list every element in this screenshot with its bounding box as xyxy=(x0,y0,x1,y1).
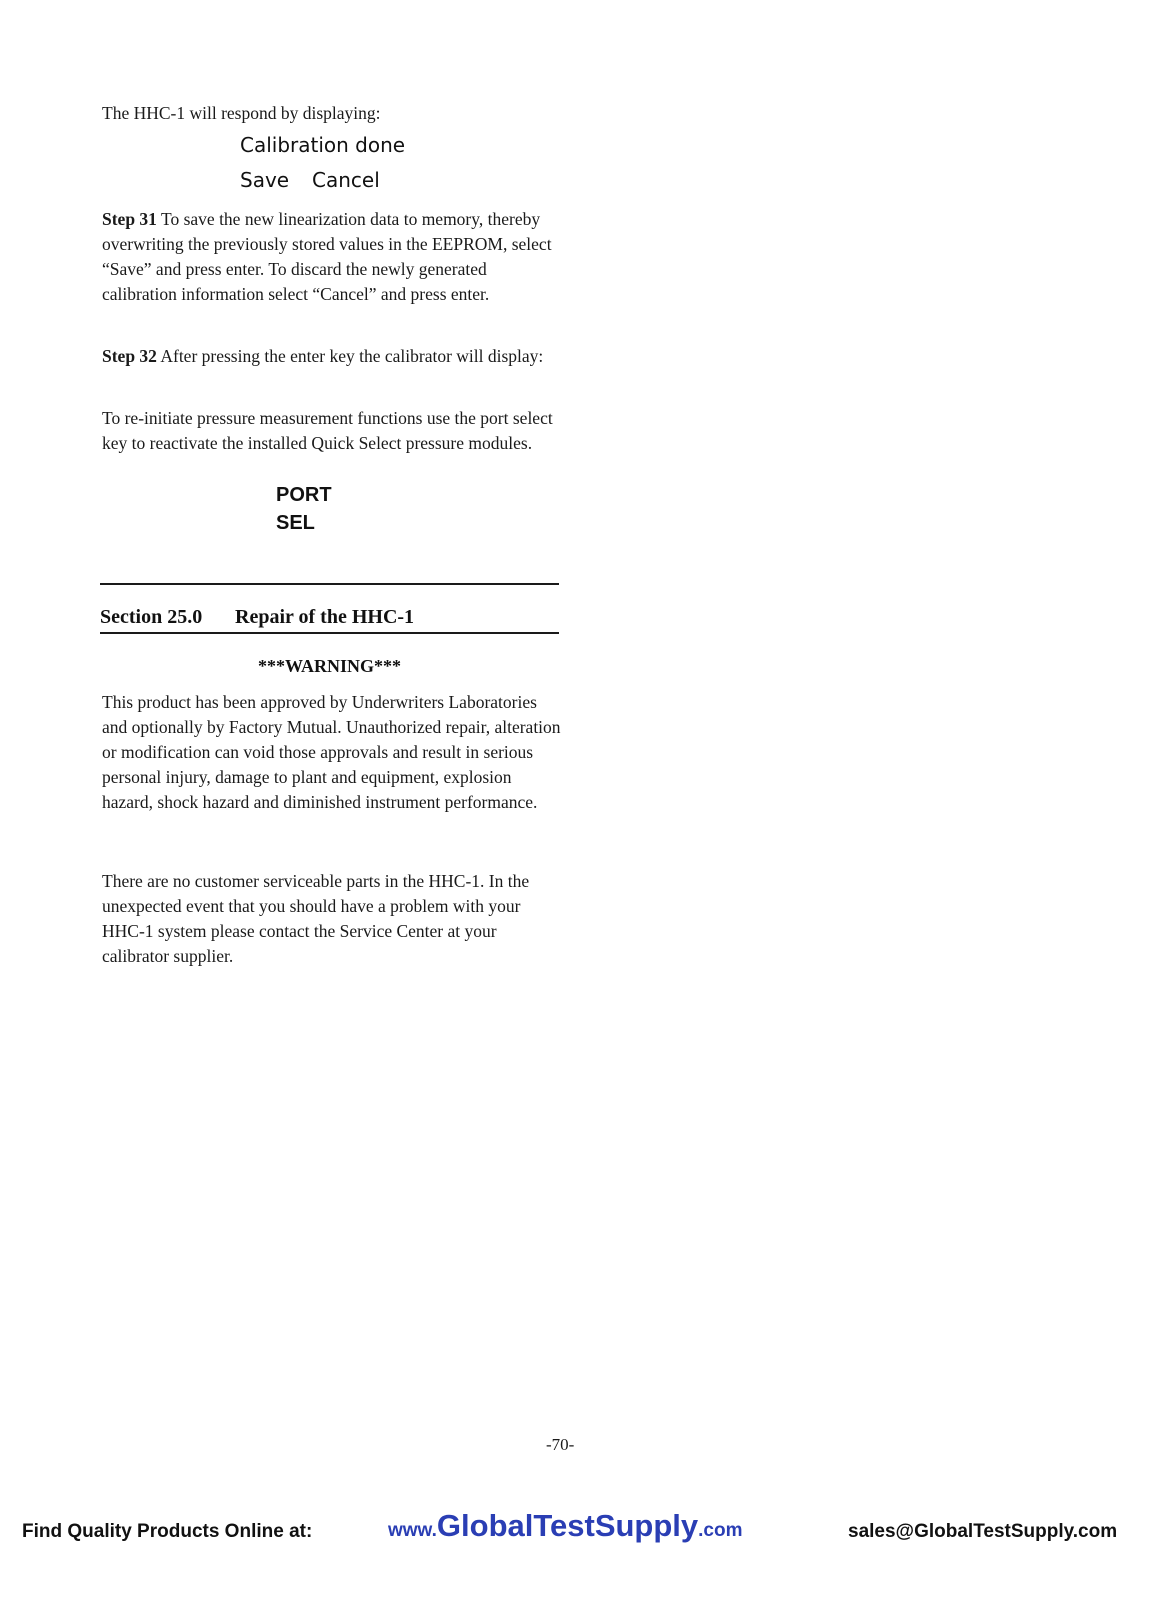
step-32-paragraph xyxy=(102,344,562,369)
warning-text: This product has been approved by Underwriters Laboratories and optionally by Factory Mutual. Unauthorized repair, alteration or modification can void those approvals and result in serious personal injury, damage to plant and equipment, explosion hazard, shock hazard and diminished instrument performance. xyxy=(102,692,561,812)
display-save-option: Save xyxy=(240,168,290,192)
footer-email-link[interactable]: sales@GlobalTestSupply.com xyxy=(848,1521,1118,1542)
page-number: -70- xyxy=(546,1435,575,1454)
section-heading xyxy=(100,606,414,629)
step-32-label: Step 32 xyxy=(102,346,157,366)
intro-text: The HHC-1 will respond by displaying: xyxy=(102,103,381,123)
section-rule-top xyxy=(100,583,559,585)
step-31-text: To save the new linearization data to memory, thereby overwriting the previously stored values in the EEPROM, select “Save” and press enter. To discard the newly generated calibration information select “Cancel” and press enter. xyxy=(102,209,552,304)
service-text: There are no customer serviceable parts in the HHC-1. In the unexpected event that you should have a problem with your HHC-1 system please contact the Service Center at your calibrator supplier. xyxy=(102,871,530,966)
display-calibration-done: Calibration done xyxy=(240,133,406,157)
warning-title: ***WARNING*** xyxy=(257,656,401,676)
footer-brand: GlobalTestSupply xyxy=(436,1508,699,1543)
section-rule-bottom xyxy=(100,632,559,634)
footer-tagline: Find Quality Products Online at: xyxy=(22,1521,313,1542)
section-title: Repair of the HHC-1 xyxy=(235,606,415,628)
step-31-label: Step 31 xyxy=(102,209,157,229)
display-port: PORT xyxy=(276,484,332,506)
footer-www: www. xyxy=(388,1520,437,1541)
display-sel: SEL xyxy=(276,512,315,534)
section-number: Section 25.0 xyxy=(100,606,203,628)
footer-website-link[interactable] xyxy=(388,1508,743,1544)
step-32-text: After pressing the enter key the calibrator will display: xyxy=(160,346,544,366)
footer-com: .com xyxy=(698,1520,743,1541)
display-cancel-option: Cancel xyxy=(312,168,380,192)
step-31-paragraph xyxy=(102,207,562,307)
reinitiate-text: To re-initiate pressure measurement functions use the port select key to reactivate the installed Quick Select pressure modules. xyxy=(102,408,553,453)
